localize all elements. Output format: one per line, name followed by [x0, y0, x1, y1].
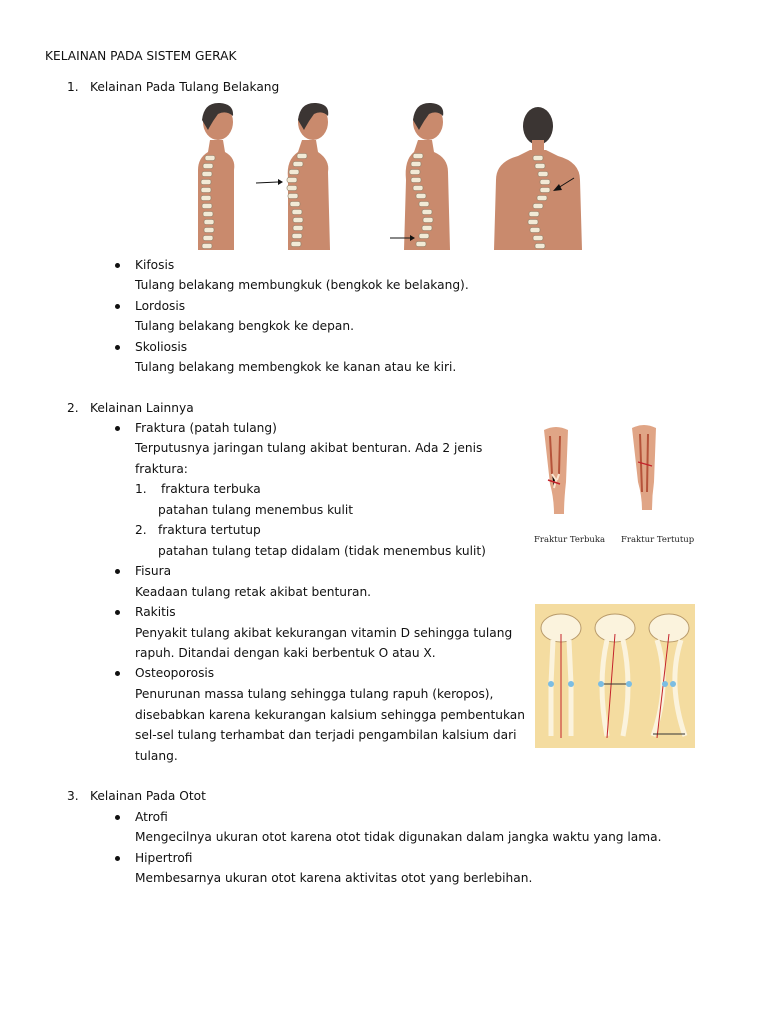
- lordosis-figure: [390, 103, 450, 250]
- open-fracture-leg: [544, 427, 568, 514]
- section-1-number: 1.: [67, 80, 79, 94]
- caption-fraktur-tertutup: Fraktur Tertutup: [621, 535, 695, 545]
- sub-number: 1.: [135, 482, 147, 496]
- hipertrofi-term: Hipertrofi: [135, 851, 193, 865]
- atrofi-desc: Mengecilnya ukuran otot karena otot tidak digunakan dalam jangka waktu yang lama.: [135, 830, 662, 844]
- section-2-number: 2.: [67, 401, 79, 415]
- kyphosis-figure: [287, 103, 330, 250]
- fraktura-tertutup-term: fraktura tertutup: [158, 523, 261, 537]
- fisura-desc: Keadaan tulang retak akibat benturan.: [135, 585, 372, 599]
- bullet-icon: [115, 263, 120, 268]
- scoliosis-figure: [494, 107, 582, 250]
- spine-disorders-figure: [178, 100, 586, 254]
- rickets-legs-figure: [535, 604, 695, 748]
- sub-number: 2.: [135, 523, 147, 537]
- section-3-number: 3.: [67, 789, 79, 803]
- bullet-icon: [115, 304, 120, 309]
- page-title: KELAINAN PADA SISTEM GERAK: [45, 49, 237, 63]
- kifosis-term: Kifosis: [135, 258, 175, 272]
- bullet-icon: [115, 426, 120, 431]
- rakitis-term: Rakitis: [135, 605, 176, 619]
- section-2-heading: Kelainan Lainnya: [90, 401, 194, 415]
- bullet-icon: [115, 856, 120, 861]
- skoliosis-desc: Tulang belakang membengkok ke kanan atau ke kiri.: [135, 360, 457, 374]
- osteoporosis-term: Osteoporosis: [135, 666, 215, 680]
- fraktura-terbuka-term: fraktura terbuka: [161, 482, 261, 496]
- normal-spine-figure: [198, 103, 234, 250]
- fraktura-desc-line1: Terputusnya jaringan tulang akibat benturan. Ada 2 jenis: [135, 441, 483, 455]
- bullet-icon: [115, 610, 120, 615]
- skoliosis-term: Skoliosis: [135, 340, 188, 354]
- lordosis-desc: Tulang belakang bengkok ke depan.: [135, 319, 354, 333]
- caption-fraktur-terbuka: Fraktur Terbuka: [534, 535, 606, 545]
- fracture-figure: [530, 422, 690, 522]
- bullet-icon: [115, 815, 120, 820]
- rakitis-desc-line2: rapuh. Ditandai dengan kaki berbentuk O atau X.: [135, 646, 436, 660]
- fraktura-desc-line2: fraktura:: [135, 462, 188, 476]
- rakitis-desc-line1: Penyakit tulang akibat kekurangan vitamin D sehingga tulang: [135, 626, 513, 640]
- bullet-icon: [115, 569, 120, 574]
- osteoporosis-desc-line3: sel-sel tulang terhambat dan terjadi pengambilan kalsium dari: [135, 728, 517, 742]
- fraktura-terbuka-desc: patahan tulang menembus kulit: [158, 503, 354, 517]
- fraktura-term: Fraktura (patah tulang): [135, 421, 277, 435]
- section-3-heading: Kelainan Pada Otot: [90, 789, 206, 803]
- lordosis-term: Lordosis: [135, 299, 186, 313]
- atrofi-term: Atrofi: [135, 810, 168, 824]
- kifosis-desc: Tulang belakang membungkuk (bengkok ke belakang).: [135, 278, 469, 292]
- closed-fracture-leg: [632, 425, 656, 510]
- osteoporosis-desc-line4: tulang.: [135, 749, 178, 763]
- bullet-icon: [115, 345, 120, 350]
- hipertrofi-desc: Membesarnya ukuran otot karena aktivitas otot yang berlebihan.: [135, 871, 533, 885]
- osteoporosis-desc-line1: Penurunan massa tulang sehingga tulang rapuh (keropos),: [135, 687, 494, 701]
- fisura-term: Fisura: [135, 564, 172, 578]
- fraktura-tertutup-desc: patahan tulang tetap didalam (tidak menembus kulit): [158, 544, 486, 558]
- osteoporosis-desc-line2: disebabkan karena kekurangan kalsium sehingga pembentukan: [135, 708, 525, 722]
- bullet-icon: [115, 671, 120, 676]
- section-1-heading: Kelainan Pada Tulang Belakang: [90, 80, 280, 94]
